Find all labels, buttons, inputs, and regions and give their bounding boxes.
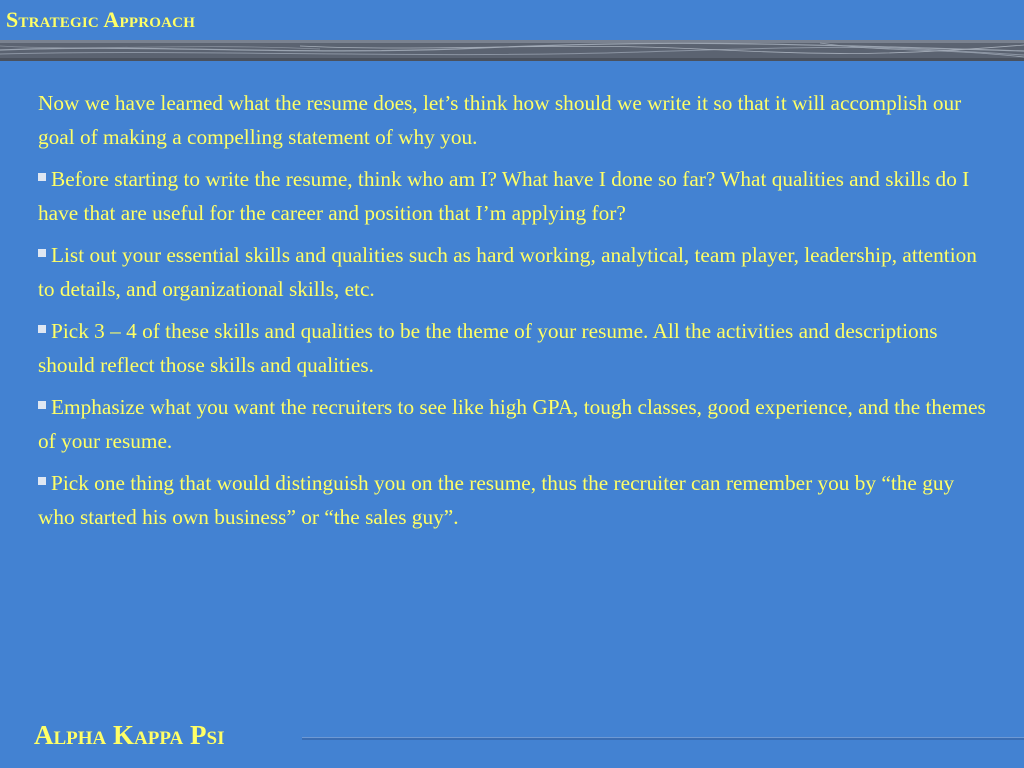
slide-body <box>38 86 988 542</box>
bullet-item <box>38 162 988 230</box>
bullet-item <box>38 314 988 382</box>
square-bullet-icon <box>38 401 46 409</box>
slide-title: Strategic Approach <box>6 7 196 32</box>
square-bullet-icon <box>38 325 46 333</box>
bullet-text: Emphasize what you want the recruiters to see like high GPA, tough classes, good experience, and the themes of your resume. <box>38 395 986 453</box>
footer-divider <box>302 737 1024 740</box>
bullet-item <box>38 390 988 458</box>
square-bullet-icon <box>38 477 46 485</box>
bullet-item <box>38 466 988 534</box>
bullet-text: Pick one thing that would distinguish you on the resume, thus the recruiter can remember you by “the guy who started his own business” or “the sales guy”. <box>38 471 955 529</box>
intro-paragraph: Now we have learned what the resume does, let’s think how should we write it so that it will accomplish our goal of making a compelling statement of why you. <box>38 91 962 149</box>
bullet-item <box>38 238 988 306</box>
square-bullet-icon <box>38 173 46 181</box>
header-band <box>0 40 1024 61</box>
footer-organization: Alpha Kappa Psi <box>34 720 225 750</box>
bullet-text: List out your essential skills and qualities such as hard working, analytical, team player, leadership, attention to details, and organizational skills, etc. <box>38 243 977 301</box>
bullet-text: Before starting to write the resume, think who am I? What have I done so far? What qualities and skills do I have that are useful for the career and position that I’m applying for? <box>38 167 970 225</box>
square-bullet-icon <box>38 249 46 257</box>
bullet-text: Pick 3 – 4 of these skills and qualities to be the theme of your resume. All the activities and descriptions should reflect those skills and qualities. <box>38 319 938 377</box>
